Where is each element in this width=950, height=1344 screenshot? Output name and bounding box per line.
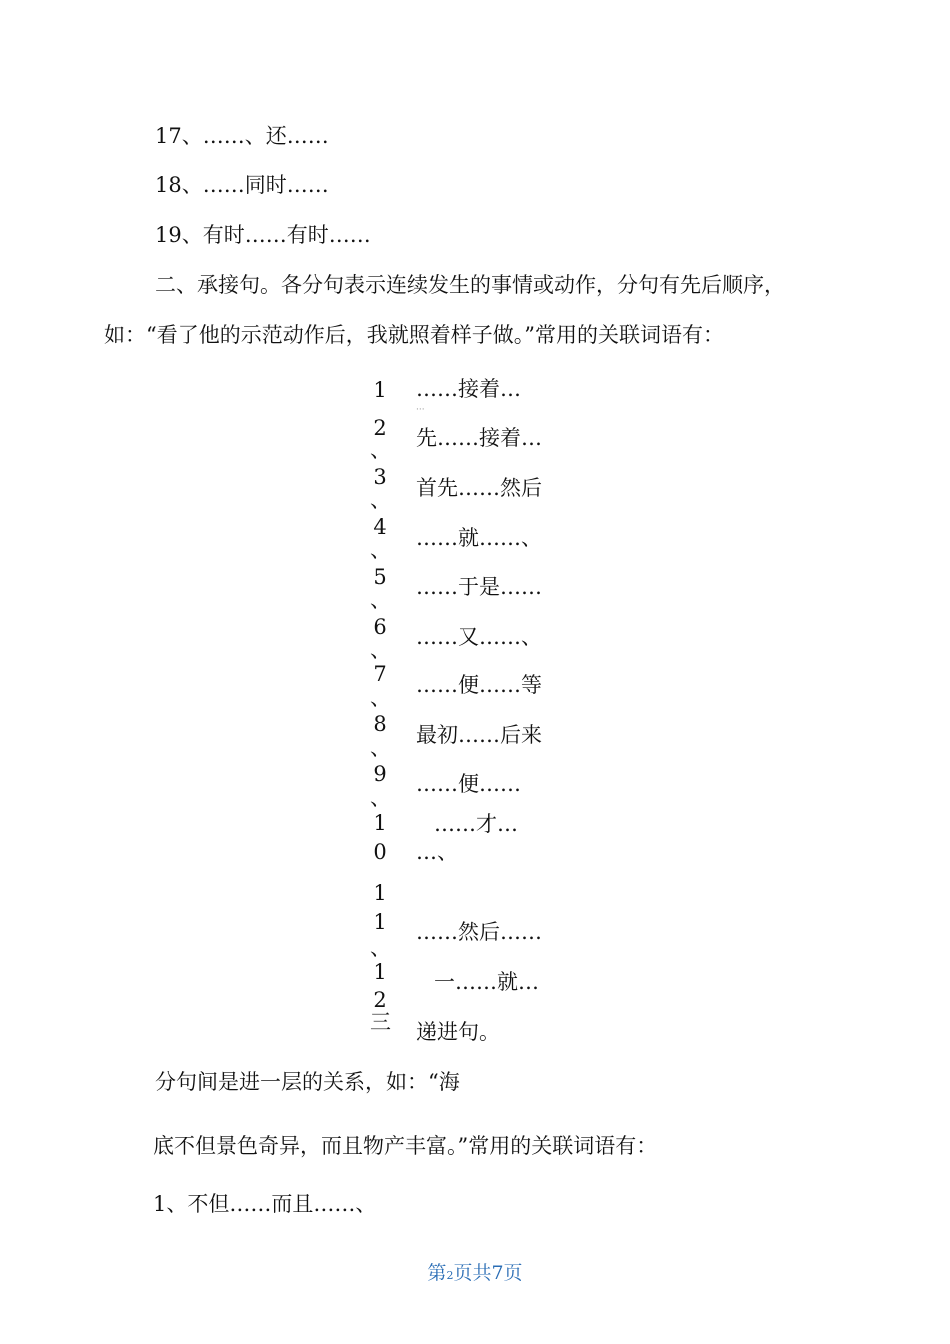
connective-item: 先……接着… [416,426,542,450]
number-fragment: 4 [373,515,387,539]
number-fragment: 9 [373,762,387,786]
number-fragment: 1 [373,378,387,402]
number-fragment: 、 [370,786,391,810]
connective-item: …、 [416,840,458,864]
number-fragment: 7 [373,662,387,686]
page-footer [0,1260,950,1289]
connective-item: ……就……、 [416,526,542,550]
number-fragment: 2 [373,416,387,440]
number-fragment: 1 [373,910,387,934]
number-fragment: 3 [373,465,387,489]
connective-item: ……便…… [416,772,521,796]
number-fragment: 、 [370,488,391,512]
connective-item: ……接着… [416,377,521,401]
section-3-item-1: 1、不但……而且……、 [153,1192,377,1216]
footer-total-pages: 7 [491,1262,504,1284]
footer-middle: 页共 [453,1262,492,1284]
section-2-intro-line1: 二、承接句。各分句表示连续发生的事情或动作，分句有先后顺序， [155,273,785,297]
number-fragment: 1 [373,881,387,905]
section-2-intro-line2: 如：“看了他的示范动作后，我就照着样子做。”常用的关联词语有： [104,323,724,347]
number-fragment: 、 [370,588,391,612]
number-fragment: 0 [373,840,387,864]
number-fragment: 8 [373,712,387,736]
connective-item: 首先……然后 [416,476,542,500]
footer-suffix: 页 [503,1262,523,1284]
number-fragment: 2 [373,988,387,1012]
connective-item: ……便……等 [416,673,542,697]
connective-item: ……又……、 [416,625,542,649]
connective-item: ……然后…… [416,920,542,944]
section-3-heading: 递进句。 [416,1020,500,1044]
list-item-18: 18、……同时…… [155,173,329,197]
connective-item: 一……就… [434,970,539,994]
number-fragment: 、 [370,538,391,562]
list-item-19: 19、有时……有时…… [155,223,371,247]
number-fragment: 、 [370,736,391,760]
number-fragment: 、 [370,686,391,710]
footer-prefix: 第 [427,1262,447,1284]
number-fragment: 6 [373,615,387,639]
number-fragment: 1 [373,811,387,835]
number-fragment: 、 [370,638,391,662]
number-fragment: 三 [370,1010,391,1034]
connective-item: ……才… [434,812,518,836]
number-fragment: 1 [373,960,387,984]
section-3-intro-line1: 分句间是进一层的关系，如：“海 [155,1070,460,1094]
list-item-17: 17、……、还…… [155,124,329,148]
number-fragment: 、 [370,936,391,960]
connective-item: 最初……后来 [416,723,542,747]
connective-item: ……于是…… [416,575,542,599]
section-3-intro-line2: 底不但景色奇异，而且物产丰富。”常用的关联词语有： [153,1134,658,1158]
number-fragment: 5 [373,565,387,589]
footer-page-number: 2 [446,1269,454,1282]
number-fragment: 、 [370,438,391,462]
tiny-mark: ··· [416,405,425,415]
